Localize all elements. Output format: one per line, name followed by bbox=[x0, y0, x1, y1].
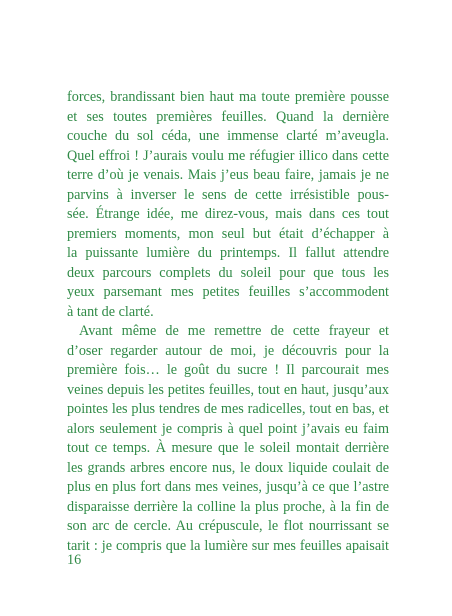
body-text bbox=[67, 88, 389, 556]
text-line: couche du sol céda, une immense clarté m’aveugla. bbox=[67, 128, 389, 144]
paragraph-1 bbox=[67, 88, 389, 322]
text-line: forces, brandissant bien haut ma toute première pousse bbox=[67, 89, 389, 105]
text-line: première fois… le goût du sucre ! Il parcourait mes bbox=[67, 362, 389, 378]
text-line: les grands arbres encore nus, le doux liquide coulait de bbox=[67, 459, 389, 476]
text-line: veines depuis les petites feuilles, tout en haut, jusqu’aux bbox=[67, 381, 389, 398]
page-number: 16 bbox=[67, 552, 82, 568]
text-line: plus en plus fort dans mes veines, jusqu’à ce que l’astre bbox=[67, 479, 389, 495]
text-line: et ses toutes premières feuilles. Quand la dernière bbox=[67, 108, 389, 125]
text-line: à tant de clarté. bbox=[67, 303, 154, 320]
text-line: parvins à inverser le sens de cette irrésistible pous- bbox=[67, 186, 389, 203]
text-line: deux parcours complets du soleil pour que tous les bbox=[67, 264, 389, 281]
text-line: son arc de cercle. Au crépuscule, le flot nourrissant se bbox=[67, 518, 389, 534]
text-line: pointes les plus tendres de mes radicelles, tout en bas, et bbox=[67, 401, 389, 417]
paragraph-2 bbox=[67, 322, 389, 556]
text-line: disparaisse derrière la colline la plus proche, à la fin de bbox=[67, 498, 389, 515]
text-line: tarit : je compris que la lumière sur mes feuilles apaisait bbox=[67, 537, 389, 554]
text-line: tout ce temps. À mesure que le soleil montait derrière bbox=[67, 440, 389, 456]
text-line: d’oser regarder autour de moi, je découvris pour la bbox=[67, 342, 389, 359]
text-line: sée. Étrange idée, me direz-vous, mais dans ces tout bbox=[67, 206, 389, 222]
text-line: premiers moments, mon seul but était d’échapper à bbox=[67, 225, 389, 242]
text-line: alors seulement je compris à quel point j’avais eu faim bbox=[67, 420, 389, 437]
text-line: Quel effroi ! J’aurais voulu me réfugier illico dans cette bbox=[67, 147, 389, 164]
text-line: terre d’où je venais. Mais j’eus beau faire, jamais je ne bbox=[67, 167, 389, 183]
text-line: yeux parsemant mes petites feuilles s’accommodent bbox=[67, 284, 389, 300]
text-line: la puissante lumière du printemps. Il fallut attendre bbox=[67, 245, 389, 261]
text-line: Avant même de me remettre de cette frayeur et bbox=[79, 323, 389, 339]
